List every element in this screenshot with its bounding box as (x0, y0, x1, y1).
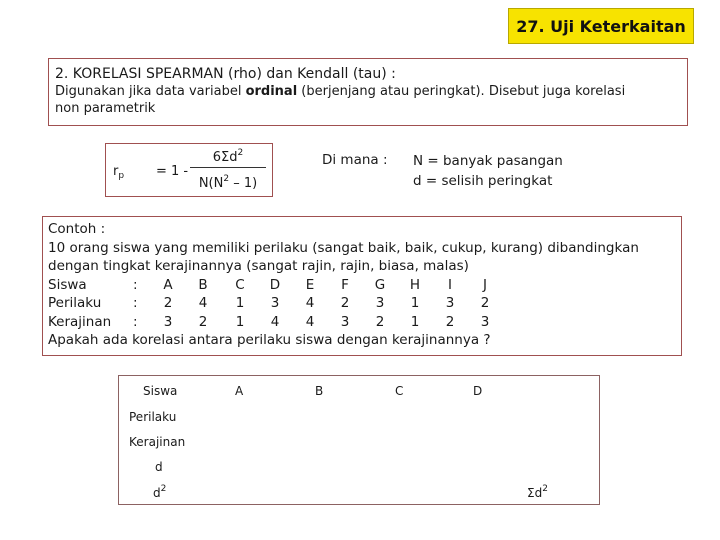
intro-box (48, 58, 688, 126)
formula-den-pre: N(N (198, 176, 224, 191)
example-row-value: 1 (235, 295, 245, 311)
intro-heading: 2. KORELASI SPEARMAN (rho) dan Kendall (tau) : (55, 66, 396, 82)
example-row-value: C (235, 276, 245, 293)
formula-numerator-text: 6Σd (212, 150, 238, 165)
example-row-value: 2 (340, 295, 350, 311)
example-row-label: Perilaku (48, 295, 102, 311)
table-col-b: B (315, 384, 324, 398)
table-row-d-squared (153, 484, 166, 500)
slide-title-badge: 27. Uji Keterkaitan (508, 8, 694, 44)
formula-den-sup: 2 (223, 174, 230, 184)
example-row-colon: : (133, 295, 138, 311)
example-row-value: 4 (198, 295, 208, 311)
table-sum-sup: 2 (542, 484, 548, 494)
example-description-1: 10 orang siswa yang memiliki perilaku (sangat baik, baik, cukup, kurang) dibandingkan (48, 239, 639, 256)
example-row-value: 3 (480, 313, 490, 330)
example-row (48, 294, 676, 313)
example-row-value: 1 (235, 313, 245, 330)
formula-numerator (190, 148, 266, 165)
example-row-value: 3 (445, 295, 455, 311)
table-col-a: A (235, 384, 244, 398)
table-col-d: D (473, 384, 483, 398)
work-table (118, 375, 600, 505)
example-row-value: 4 (305, 295, 315, 311)
intro-line-2: non parametrik (55, 101, 156, 116)
example-description-2: dengan tingkat kerajinannya (sangat rajin, rajin, biasa, malas) (48, 258, 469, 274)
example-row (48, 276, 676, 295)
example-row-value: A (163, 276, 173, 293)
example-row-label: Siswa (48, 276, 87, 293)
table-row-perilaku: Perilaku (129, 410, 177, 424)
example-row-value: 2 (163, 295, 173, 311)
formula-denominator (190, 174, 266, 191)
example-row-colon: : (133, 276, 138, 293)
formula-r-symbol: r (113, 164, 119, 179)
example-row-value: 2 (375, 313, 385, 330)
table-row-d2-sup: 2 (160, 484, 167, 494)
example-row-value: 1 (410, 295, 420, 311)
example-row-value: 2 (480, 295, 490, 311)
where-n-definition: N = banyak pasangan (413, 153, 563, 169)
formula-numerator-sup: 2 (237, 148, 244, 158)
intro-line-1 (55, 83, 681, 100)
example-row-value: J (483, 276, 487, 293)
formula-den-post: – 1) (229, 176, 258, 191)
example-row-value: 3 (163, 313, 173, 330)
example-row-value: B (198, 276, 208, 293)
intro-bold-ordinal: ordinal (245, 84, 298, 99)
table-row-d: d (155, 460, 163, 474)
example-row-value: H (409, 276, 421, 293)
example-data-rows (48, 276, 676, 332)
intro-text-post: (berjenjang atau peringkat). Disebut juga korelasi (297, 84, 626, 99)
formula-r-subscript: p (118, 171, 125, 181)
example-row-value: 2 (198, 313, 208, 330)
example-row-value: G (374, 276, 386, 293)
example-row (48, 313, 676, 332)
example-row-value: 4 (270, 313, 280, 330)
example-row-value: I (448, 276, 452, 293)
example-row-value: E (305, 276, 315, 293)
example-row-value: 2 (445, 313, 455, 330)
fraction-bar (190, 167, 266, 168)
where-label: Di mana : (322, 152, 388, 168)
example-question: Apakah ada korelasi antara perilaku siswa dengan kerajinannya ? (48, 332, 491, 348)
table-row-d2-base: d (153, 486, 161, 500)
example-row-value: 4 (305, 313, 315, 330)
example-row-value: F (341, 276, 349, 293)
example-row-value: D (269, 276, 281, 293)
where-d-definition: d = selisih peringkat (413, 173, 553, 189)
table-sum-d-squared (527, 484, 548, 500)
table-header-siswa: Siswa (143, 384, 178, 398)
formula-r (113, 164, 124, 181)
example-box (42, 216, 682, 356)
table-col-c: C (395, 384, 404, 398)
example-row-colon: : (133, 313, 138, 330)
table-sum-base: Σd (527, 486, 543, 500)
formula-one-minus: = 1 - (156, 164, 189, 179)
intro-text: Digunakan jika data variabel (55, 84, 246, 99)
example-row-value: 3 (270, 295, 280, 311)
example-row-value: 3 (375, 295, 385, 311)
example-title: Contoh : (48, 221, 106, 237)
table-row-kerajinan: Kerajinan (129, 435, 186, 449)
example-row-value: 1 (410, 313, 420, 330)
formula-box (105, 143, 273, 197)
example-row-label: Kerajinan (48, 313, 112, 330)
example-row-value: 3 (340, 313, 350, 330)
